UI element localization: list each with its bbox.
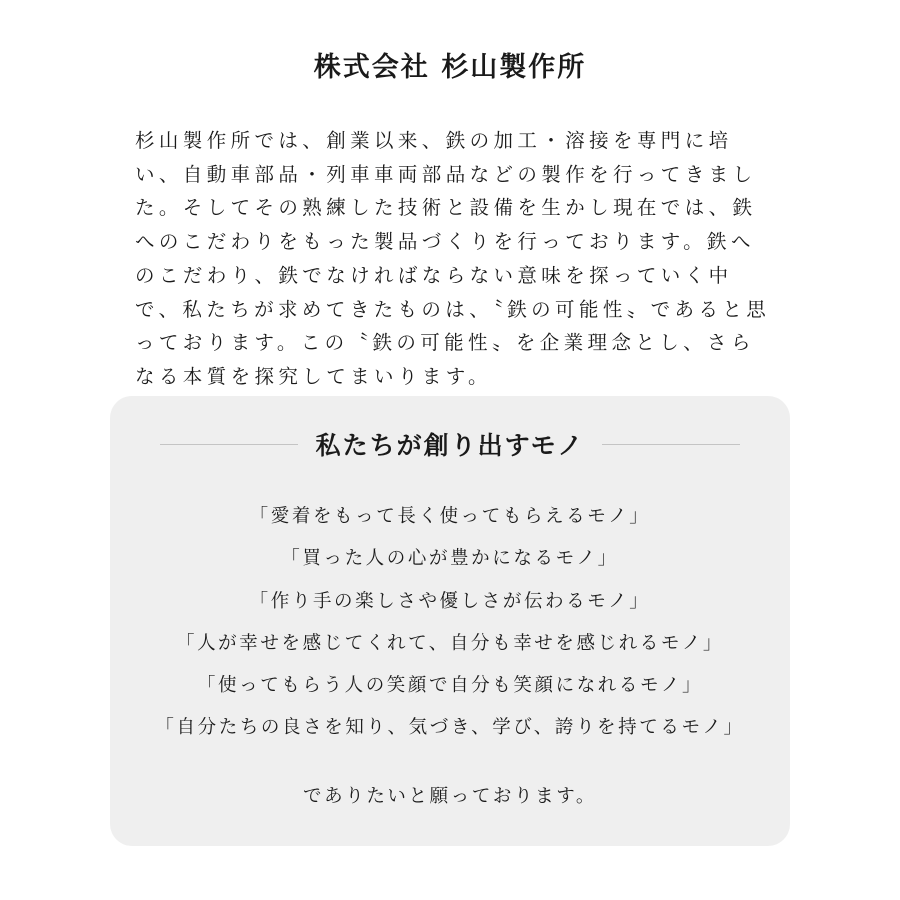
closing-text: でありたいと願っております。 [303,786,597,807]
philosophy-item: 「作り手の楽しさや優しさが伝わるモノ」 [249,590,651,612]
philosophy-item: 「使ってもらう人の笑顔で自分も笑顔になれるモノ」 [196,675,704,697]
philosophy-panel [110,396,790,846]
company-title: 株式会社 杉山製作所 [313,52,587,83]
panel-heading-row [160,424,740,464]
philosophy-item: 「愛着をもって長く使ってもらえるモノ」 [249,506,651,527]
philosophy-item: 「人が幸せを感じてくれて、自分も幸せを感じれるモノ」 [175,632,725,654]
intro-paragraph: 杉山製作所では、創業以来、鉄の加工・溶接を専門に培い、自動車部品・列車車両部品などの製作を行ってきました。そしてその熟練した技術と設備を生かし現在では、鉄へのこだわりをもった製品づくりを行っております。鉄へのこだわり、鉄でなければならない意味を探っていく中で、私たちが求めてきたものは、〝鉄の可能性〟であると思っております。この〝鉄の可能性〟を企業理念とし、さらなる本質を探究してまいります。 [135,129,771,388]
philosophy-item: 「買った人の心が豊かになるモノ」 [281,548,619,570]
philosophy-item: 「自分たちの良さを知り、気づき、学び、誇りを持てるモノ」 [155,717,745,739]
philosophy-list [110,496,790,750]
heading-rule-right [602,444,740,445]
panel-heading: 私たちが創り出すモノ [315,431,585,460]
heading-rule-left [160,444,298,445]
